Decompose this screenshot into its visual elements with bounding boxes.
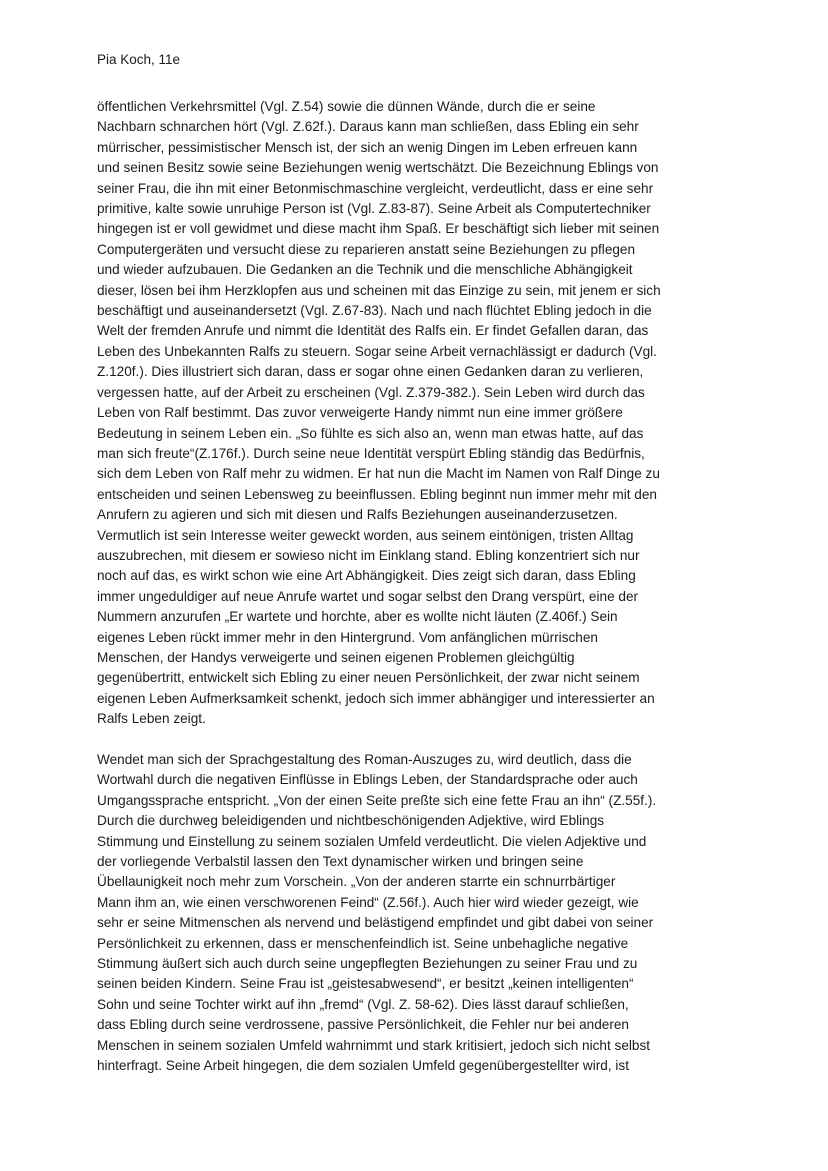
text-line: Übellaunigkeit noch mehr zum Vorschein. „Von der anderen starrte ein schnurrbärtiger (97, 874, 616, 890)
text-line: seiner Frau, die ihn mit einer Betonmischmaschine vergleicht, verdeutlicht, dass er eine sehr (97, 180, 654, 196)
paragraph-2 (97, 750, 737, 1077)
text-line: Wendet man sich der Sprachgestaltung des Roman-Auszuges zu, wird deutlich, dass die (97, 752, 632, 767)
text-line: Stimmung und Einstellung zu seinem sozialen Umfeld verdeutlicht. Die vielen Adjektive und (97, 833, 647, 849)
text-line: Ralfs Leben zeigt. (97, 711, 206, 727)
text-line: und seinen Besitz sowie seine Beziehungen wenig wertschätzt. Die Bezeichnung Eblings von (97, 160, 659, 176)
text-line: Mann ihm an, wie einen verschworenen Feind“ (Z.56f.). Auch hier wird wieder gezeigt, wie (97, 894, 639, 910)
text-line: Nachbarn schnarchen hört (Vgl. Z.62f.). Daraus kann man schließen, dass Ebling ein sehr (97, 119, 639, 135)
text-line: seinen beiden Kindern. Seine Frau ist „geistesabwesend“, er besitzt „keinen intelligenten“ (97, 976, 634, 992)
text-line: dass Ebling durch seine verdrossene, passive Persönlichkeit, die Fehler nur bei anderen (97, 1017, 629, 1033)
text-line: Stimmung äußert sich auch durch seine ungepflegten Beziehungen zu seiner Frau und zu (97, 956, 638, 972)
text-line: sich dem Leben von Ralf mehr zu widmen. Er hat nun die Macht im Namen von Ralf Dinge zu (97, 466, 660, 482)
text-line: Umgangssprache entspricht. „Von der einen Seite preßte sich eine fette Frau an ihn“ (Z.55f.). (97, 792, 657, 808)
text-line: primitive, kalte sowie unruhige Person ist (Vgl. Z.83-87). Seine Arbeit als Computertechniker (97, 201, 651, 217)
text-line: hinterfragt. Seine Arbeit hingegen, die dem sozialen Umfeld gegenübergestellter wird, ist (97, 1058, 629, 1074)
text-line: Nummern anzurufen „Er wartete und horchte, aber es wollte nicht läuten (Z.406f.) Sein (97, 609, 618, 625)
text-line: öffentlichen Verkehrsmittel (Vgl. Z.54) sowie die dünnen Wände, durch die er seine (97, 99, 596, 114)
text-line: beschäftigt und auseinandersetzt (Vgl. Z.67-83). Nach und nach flüchtet Ebling jedoch in die (97, 303, 652, 319)
text-line: immer ungeduldiger auf neue Anrufe wartet und sogar selbst den Drang verspürt, eine der (97, 588, 639, 604)
text-line: mürrischer, pessimistischer Mensch ist, der sich an wenig Dingen im Leben erfreuen kann (97, 139, 638, 155)
text-line: Leben von Ralf bestimmt. Das zuvor verweigerte Handy nimmt nun eine immer größere (97, 405, 623, 421)
text-line: Menschen in seinem sozialen Umfeld wahrnimmt und stark kritisiert, jedoch sich nicht selbst (97, 1037, 651, 1053)
text-line: entscheiden und seinen Lebensweg zu beeinflussen. Ebling beginnt nun immer mehr mit den (97, 486, 657, 502)
paragraph-1 (97, 97, 737, 730)
text-line: Menschen, der Handys verweigerte und seinen eigenen Problemen gleichgültig (97, 649, 575, 665)
text-line: dieser, lösen bei ihm Herzklopfen aus und scheinen mit das Einzige zu sein, mit jenem er sich (97, 282, 661, 298)
text-line: vergessen hatte, auf der Arbeit zu erscheinen (Vgl. Z.379-382.). Sein Leben wird durch das (97, 384, 645, 400)
text-line: man sich freute“(Z.176f.). Durch seine neue Identität verspürt Ebling ständig das Bedürfnis, (97, 445, 645, 461)
text-line: Computergeräten und versucht diese zu reparieren anstatt seine Beziehungen zu pflegen (97, 241, 636, 257)
text-line: sehr er seine Mitmenschen als nervend und belästigend empfindet und gibt dabei von seiner (97, 915, 654, 931)
text-line: Wortwahl durch die negativen Einflüsse in Eblings Leben, der Standardsprache oder auch (97, 772, 638, 788)
text-line: Persönlichkeit zu erkennen, dass er menschenfeindlich ist. Seine unbehagliche negative (97, 935, 629, 951)
author-header: Pia Koch, 11e (97, 52, 181, 67)
text-line: eigenes Leben rückt immer mehr in den Hintergrund. Vom anfänglichen mürrischen (97, 629, 598, 645)
text-line: gegenübertritt, entwickelt sich Ebling zu einer neuen Persönlichkeit, der zwar nicht seinem (97, 670, 640, 686)
text-line: Z.120f.). Dies illustriert sich daran, dass er sogar ohne einen Gedanken daran zu verlieren, (97, 364, 644, 380)
text-line: eigenen Leben Aufmerksamkeit schenkt, jedoch sich immer abhängiger und interessierter an (97, 690, 655, 706)
text-line: noch auf das, es wirkt schon wie eine Art Abhängigkeit. Dies zeigt sich daran, dass Ebling (97, 568, 636, 584)
text-line: auszubrechen, mit diesem er sowieso nicht im Einklang stand. Ebling konzentriert sich nur (97, 547, 640, 563)
text-line: Vermutlich ist sein Interesse weiter geweckt worden, aus seinem eintönigen, tristen Alltag (97, 527, 634, 543)
text-line: Welt der fremden Anrufe und nimmt die Identität des Ralfs ein. Er findet Gefallen daran, das (97, 323, 649, 339)
text-line: Leben des Unbekannten Ralfs zu steuern. Sogar seine Arbeit vernachlässigt er dadurch (Vgl. (97, 343, 657, 359)
text-line: Durch die durchweg beleidigenden und nichtbeschönigenden Adjektive, wird Eblings (97, 813, 605, 829)
text-line: Sohn und seine Tochter wirkt auf ihn „fremd“ (Vgl. Z. 58-62). Dies lässt darauf schließen, (97, 996, 629, 1012)
text-line: Bedeutung in seinem Leben ein. „So fühlte es sich also an, wenn man etwas hatte, auf das (97, 425, 644, 441)
text-line: und wieder aufzubauen. Die Gedanken an die Technik und die menschliche Abhängigkeit (97, 262, 633, 278)
text-line: hingegen ist er voll gewidmet und diese macht ihm Spaß. Er beschäftigt sich lieber mit seinen (97, 221, 660, 237)
text-line: der vorliegende Verbalstil lassen den Text dynamischer wirken und bringen seine (97, 854, 584, 870)
text-line: Anrufern zu agieren und sich mit diesen und Ralfs Beziehungen auseinanderzusetzen. (97, 507, 618, 523)
